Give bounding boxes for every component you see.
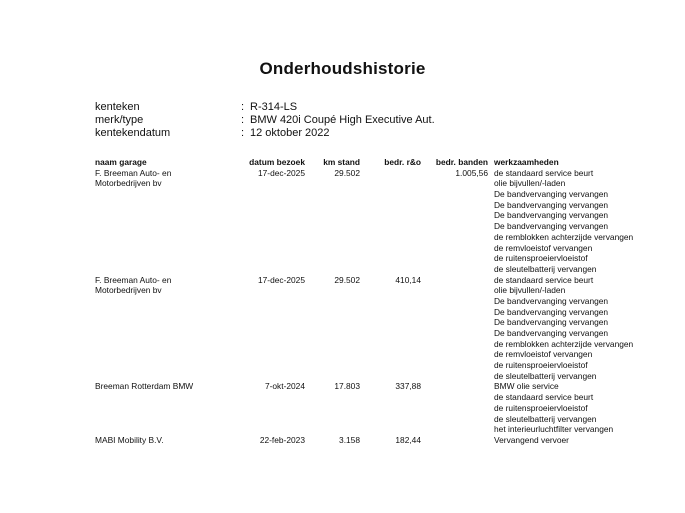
visit-date [235, 168, 305, 179]
table-header [95, 157, 655, 168]
vehicle-info [95, 101, 435, 140]
page-title: Onderhoudshistorie [259, 59, 426, 78]
garage-name [95, 168, 235, 189]
amount-ro-line: 182,44 [395, 434, 421, 445]
work-list-line: de remvloeistof vervangen [494, 349, 593, 360]
work-list-line: de sleutelbatterij vervangen [494, 370, 597, 381]
work-list-line: de ruitensproeiervloeistof [494, 360, 588, 371]
amount-banden-line: 1.005,56 [455, 167, 488, 178]
garage-name [95, 435, 235, 446]
visit-date [235, 435, 305, 446]
info-value: R-314-LS [250, 101, 298, 113]
work-list-line: Vervangend vervoer [494, 434, 569, 445]
info-separator: : [241, 114, 245, 126]
table-row [95, 435, 655, 446]
garage-name-line: MABI Mobility B.V. [95, 434, 164, 445]
amount-ro [360, 275, 421, 286]
work-list [488, 275, 654, 382]
visit-date [235, 275, 305, 286]
work-list-line: de ruitensproeiervloeistof [494, 253, 588, 264]
amount-banden-line [421, 381, 488, 392]
header-ro: bedr. r&o [384, 157, 421, 167]
header-work: werkzaamheden [494, 157, 559, 167]
info-label: kenteken [95, 101, 140, 113]
work-list-line: de sleutelbatterij vervangen [494, 263, 597, 274]
work-list-line: de standaard service beurt [494, 392, 594, 403]
garage-name-line: Motorbedrijven bv [95, 285, 162, 296]
work-list-line: De bandvervanging vervangen [494, 189, 609, 200]
visit-date [235, 381, 305, 392]
work-list-line: De bandvervanging vervangen [494, 295, 609, 306]
work-list-line: olie bijvullen/-laden [494, 178, 566, 189]
work-list-line: De bandvervanging vervangen [494, 199, 609, 210]
vehicle-info-row-merktype [95, 114, 435, 127]
info-separator: : [241, 127, 245, 139]
info-separator: : [241, 101, 245, 113]
table-row [95, 381, 655, 434]
garage-name [95, 381, 235, 392]
work-list [488, 381, 654, 434]
amount-banden [421, 275, 488, 286]
vehicle-info-row-kentekendatum [95, 127, 435, 140]
km-stand-line: 29.502 [334, 167, 360, 178]
amount-banden-line [421, 275, 488, 286]
work-list [488, 435, 654, 446]
info-label: merk/type [95, 114, 144, 126]
visit-date-line: 7-okt-2024 [264, 381, 305, 392]
work-list-line: De bandvervanging vervangen [494, 306, 609, 317]
garage-name-line: Breeman Rotterdam BMW [95, 381, 194, 392]
table-row [95, 275, 655, 382]
km-stand [305, 168, 360, 179]
km-stand-line: 29.502 [334, 274, 360, 285]
amount-banden [421, 435, 488, 446]
work-list-line: de remvloeistof vervangen [494, 242, 593, 253]
garage-name-line: F. Breeman Auto- en [95, 167, 172, 178]
info-value: BMW 420i Coupé High Executive Aut. [250, 114, 435, 126]
work-list-line: de standaard service beurt [494, 167, 594, 178]
work-list-line: de ruitensproeiervloeistof [494, 402, 588, 413]
km-stand [305, 435, 360, 446]
garage-name [95, 275, 235, 296]
work-list-line: de standaard service beurt [494, 274, 594, 285]
header-km: km stand [323, 157, 360, 167]
garage-name-line: Motorbedrijven bv [95, 178, 162, 189]
amount-ro [360, 168, 421, 179]
header-garage: naam garage [95, 157, 147, 167]
visit-date-line: 22-feb-2023 [259, 434, 305, 445]
table-body [95, 168, 655, 446]
work-list-line: de remblokken achterzijde vervangen [494, 231, 634, 242]
work-list-line: de sleutelbatterij vervangen [494, 413, 597, 424]
work-list-line: De bandvervanging vervangen [494, 210, 609, 221]
visit-date-line: 17-dec-2025 [257, 167, 305, 178]
work-list-line: De bandvervanging vervangen [494, 221, 609, 232]
km-stand [305, 381, 360, 392]
amount-ro-line: 337,88 [395, 381, 421, 392]
work-list [488, 168, 654, 275]
maintenance-table [95, 157, 655, 446]
table-row [95, 168, 655, 275]
info-value: 12 oktober 2022 [250, 127, 330, 139]
work-list-line: de remblokken achterzijde vervangen [494, 338, 634, 349]
amount-banden [421, 168, 488, 179]
km-stand-line: 3.158 [339, 434, 360, 445]
work-list-line: het interieurluchtfilter vervangen [494, 424, 614, 435]
amount-banden-line [421, 435, 488, 446]
km-stand [305, 275, 360, 286]
amount-ro [360, 381, 421, 392]
work-list-line: olie bijvullen/-laden [494, 285, 566, 296]
vehicle-info-row-kenteken [95, 101, 435, 114]
work-list-line: BMW olie service [494, 381, 559, 392]
amount-ro [360, 435, 421, 446]
work-list-line: De bandvervanging vervangen [494, 328, 609, 339]
amount-ro-line: 410,14 [395, 274, 421, 285]
header-banden: bedr. banden [435, 157, 488, 167]
work-list-line: De bandvervanging vervangen [494, 317, 609, 328]
info-label: kentekendatum [95, 127, 171, 139]
visit-date-line: 17-dec-2025 [257, 274, 305, 285]
header-date: datum bezoek [249, 157, 305, 167]
amount-ro-line [360, 168, 421, 179]
amount-banden [421, 381, 488, 392]
garage-name-line: F. Breeman Auto- en [95, 274, 172, 285]
km-stand-line: 17.803 [334, 381, 360, 392]
